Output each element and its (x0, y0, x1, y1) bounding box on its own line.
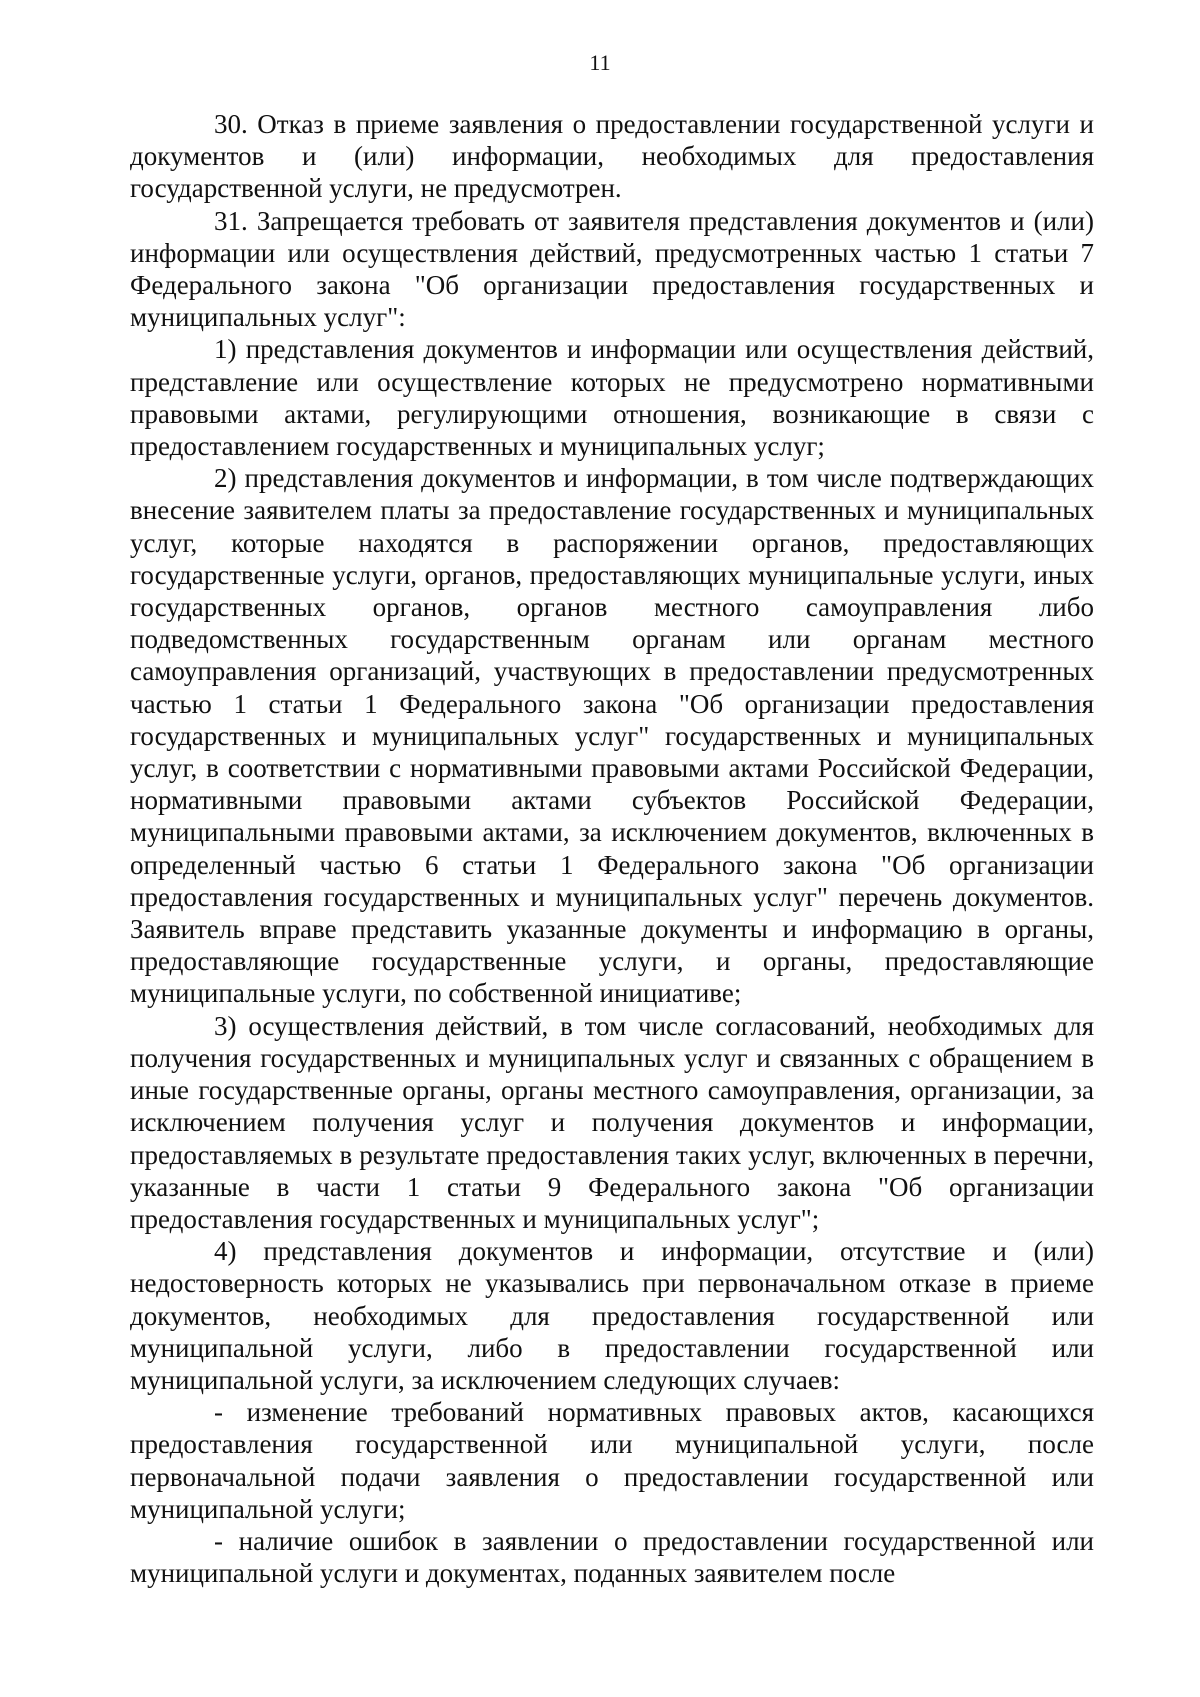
list-item-2: 2) представления документов и информации, в том числе подтверждающих внесение заявителем платы за предоставление государственных и муниципальных услуг, которые находятся в распоряжении органов, предоставляющих государственные услуги, органов, предоставляющих муниципальные услуги, иных государственных органов, органов местного самоуправления либо подведомственных государственным органам или органам местного самоуправления организаций, участвующих в предоставлении предусмотренных частью 1 статьи 1 Федерального закона "Об организации предоставления государственных и муниципальных услуг" государственных и муниципальных услуг, в соответствии с нормативными правовыми актами Российской Федерации, нормативными правовыми актами субъектов Российской Федерации, муниципальными правовыми актами, за исключением документов, включенных в определенный частью 6 статьи 1 Федерального закона "Об организации предоставления государственных и муниципальных услуг" перечень документов. Заявитель вправе представить указанные документы и информацию в органы, предоставляющие государственные услуги, и органы, предоставляющие муниципальные услуги, по собственной инициативе; (130, 463, 1094, 1009)
exception-item-2: - наличие ошибок в заявлении о предоставлении государственной или муниципальной услуги и документах, поданных заявителем после (130, 1525, 1094, 1589)
page-number: 11 (589, 50, 611, 75)
paragraph-30: 30. Отказ в приеме заявления о предоставлении государственной услуги и документов и (или) информации, необходимых для предоставления государственной услуги, не предусмотрен. (130, 109, 1094, 204)
list-item-1: 1) представления документов и информации или осуществления действий, представление или осуществление которых не предусмотрено нормативными правовыми актами, регулирующими отношения, возникающие в связи с предоставлением государственных и муниципальных услуг; (130, 334, 1094, 462)
list-item-4: 4) представления документов и информации, отсутствие и (или) недостоверность которых не указывались при первоначальном отказе в приеме документов, необходимых для предоставления государственной или муниципальной услуги, либо в предоставлении государственной или муниципальной услуги, за исключением следующих случаев: (130, 1236, 1094, 1395)
paragraph-31: 31. Запрещается требовать от заявителя представления документов и (или) информации или осуществления действий, предусмотренных частью 1 статьи 7 Федерального закона "Об организации предоставления государственных и муниципальных услуг": (130, 205, 1094, 333)
document-body (130, 108, 1094, 1589)
list-item-3: 3) осуществления действий, в том числе согласований, необходимых для получения государственных и муниципальных услуг и связанных с обращением в иные государственные органы, органы местного самоуправления, организации, за исключением получения услуг и получения документов и информации, предоставляемых в результате предоставления таких услуг, включенных в перечни, указанные в части 1 статьи 9 Федерального закона "Об организации предоставления государственных и муниципальных услуг"; (130, 1010, 1094, 1234)
exception-item-1: - изменение требований нормативных правовых актов, касающихся предоставления государственной или муниципальной услуги, после первоначальной подачи заявления о предоставлении государственной или муниципальной услуги; (130, 1397, 1094, 1524)
